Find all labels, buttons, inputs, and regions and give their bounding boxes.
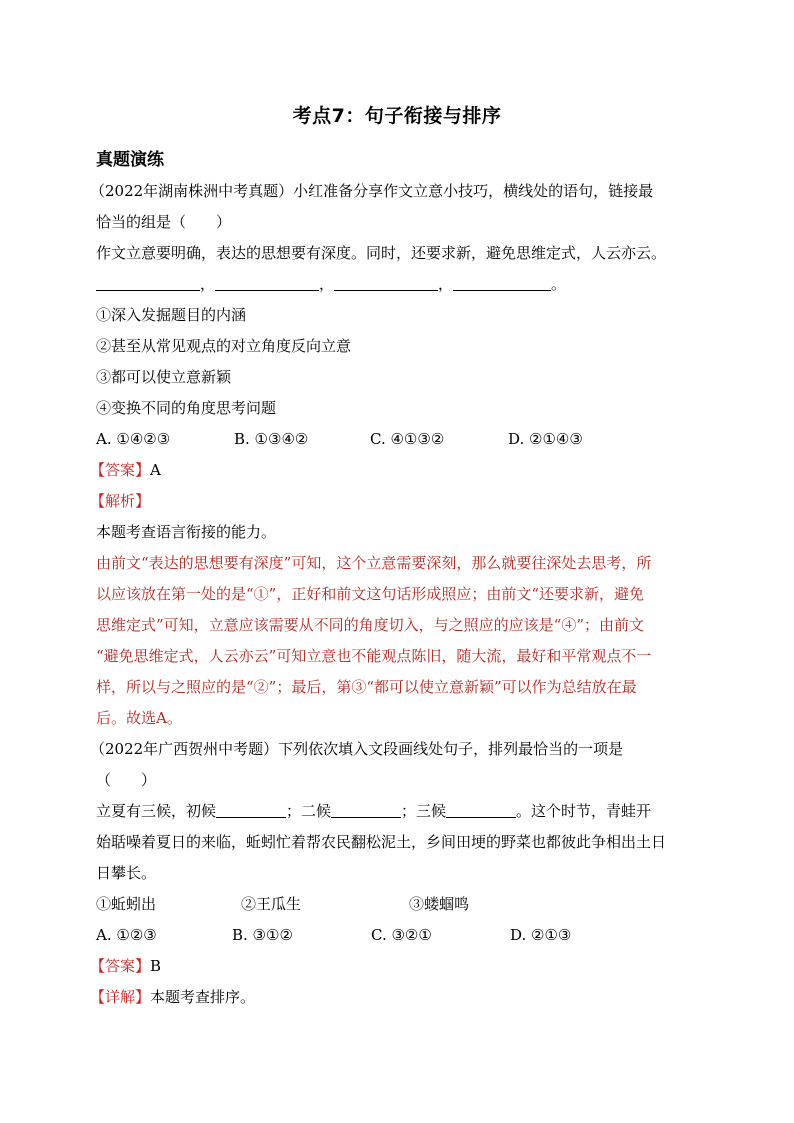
q2-passage-line1 [96,796,702,827]
blank [334,272,438,291]
q1-option-c: C. ④①③② [370,430,445,448]
answer-value: B [150,957,162,975]
q2-passage-c: ；三候 [401,802,447,820]
q1-option-b: B. ①③④② [234,430,309,448]
q2-passage-a: 立夏有三候，初候 [96,802,217,820]
q1-analysis-tag: 【解析】 [90,492,151,510]
q2-option-c: C. ③②① [371,926,432,944]
detail-text: 本题考查排序。 [150,988,256,1006]
q2-option-b: B. ③①② [232,926,293,944]
q1-options [96,424,702,455]
q2-option-a: A. ①②③ [96,926,157,944]
q2-item: ③蝼蝈鸣 [409,895,470,913]
q2-passage-b: ；二候 [286,802,332,820]
answer-tag: 【答案】 [90,461,151,479]
q2-options [96,920,702,951]
q1-passage: 作文立意要明确，表达的思想要有深度。同时，还要求新，避免思维定式，人云亦云。 [96,244,667,262]
q1-item: ③都可以使立意新颖 [96,368,232,386]
blank [96,272,200,291]
q1-option-a: A. ①④②③ [96,430,171,448]
q1-analysis-line: 思维定式”可知，立意应该需要从不同的角度切入，与之照应的应该是“④”；由前文 [96,616,645,634]
q2-detail [90,982,702,1013]
blank [446,799,516,818]
q1-analysis-intro: 本题考查语言衔接的能力。 [96,523,277,541]
section-heading: 真题演练 [96,150,164,170]
blank [331,799,401,818]
q2-items [96,889,702,920]
blank-end: 。 [551,275,567,293]
detail-tag: 【详解】 [90,988,151,1006]
blank-sep: ， [319,275,335,293]
answer-tag: 【答案】 [90,957,151,975]
blank-sep: ， [438,275,454,293]
q1-analysis-line: 由前文“表达的思想要有深度”可知，这个立意需要深刻，那么就要往深处去思考，所 [96,554,652,572]
q1-blanks-line [96,269,702,300]
q2-passage-line2: 始聒噪着夏日的来临，蚯蚓忙着帮农民翻松泥土，乡间田埂的野菜也都彼此争相出土日 [96,833,667,851]
q2-option-d: D. ②①③ [510,926,572,944]
q1-analysis-line: “避免思维定式，人云亦云”可知立意也不能观点陈旧，随大流，最好和平常观点不一 [96,647,652,665]
q1-stem-line1: （2022年湖南株洲中考真题）小红准备分享作文立意小技巧，横线处的语句，链接最 [90,182,654,200]
blank [215,272,319,291]
blank [216,799,286,818]
q1-analysis-line: 以应该放在第一处的是“①”，正好和前文这句话形成照应；由前文“还要求新，避免 [96,585,645,603]
q2-stem-line1: （2022年广西贺州中考题）下列依次填入文段画线处句子，排列最恰当的一项是 [90,740,624,758]
q2-passage-line3: 日攀长。 [96,864,157,882]
q2-stem-line2: （ ） [96,771,157,789]
answer-value: A [150,461,161,479]
q1-item: ②甚至从常见观点的对立角度反向立意 [96,337,352,355]
q1-analysis-line: 后。故选A。 [96,709,182,727]
content-body [90,146,702,1013]
q2-answer [90,951,702,982]
q1-answer [90,455,702,486]
q1-option-d: D. ②①④③ [508,430,583,448]
q2-item: ①蚯蚓出 [96,895,157,913]
page-title: 考点7：句子衔接与排序 [292,105,502,127]
blank [453,272,551,291]
q2-passage-d: 。这个时节，青蛙开 [516,802,652,820]
q1-analysis-line: 样，所以与之照应的是“②”；最后，第③“都可以使立意新颖”可以作为总结放在最 [96,678,637,696]
blank-sep: ， [200,275,216,293]
q1-item: ④变换不同的角度思考问题 [96,399,277,417]
q2-item: ②王瓜生 [241,895,302,913]
q1-item: ①深入发掘题目的内涵 [96,306,247,324]
q1-stem-line2: 恰当的组是（ ） [96,213,232,231]
